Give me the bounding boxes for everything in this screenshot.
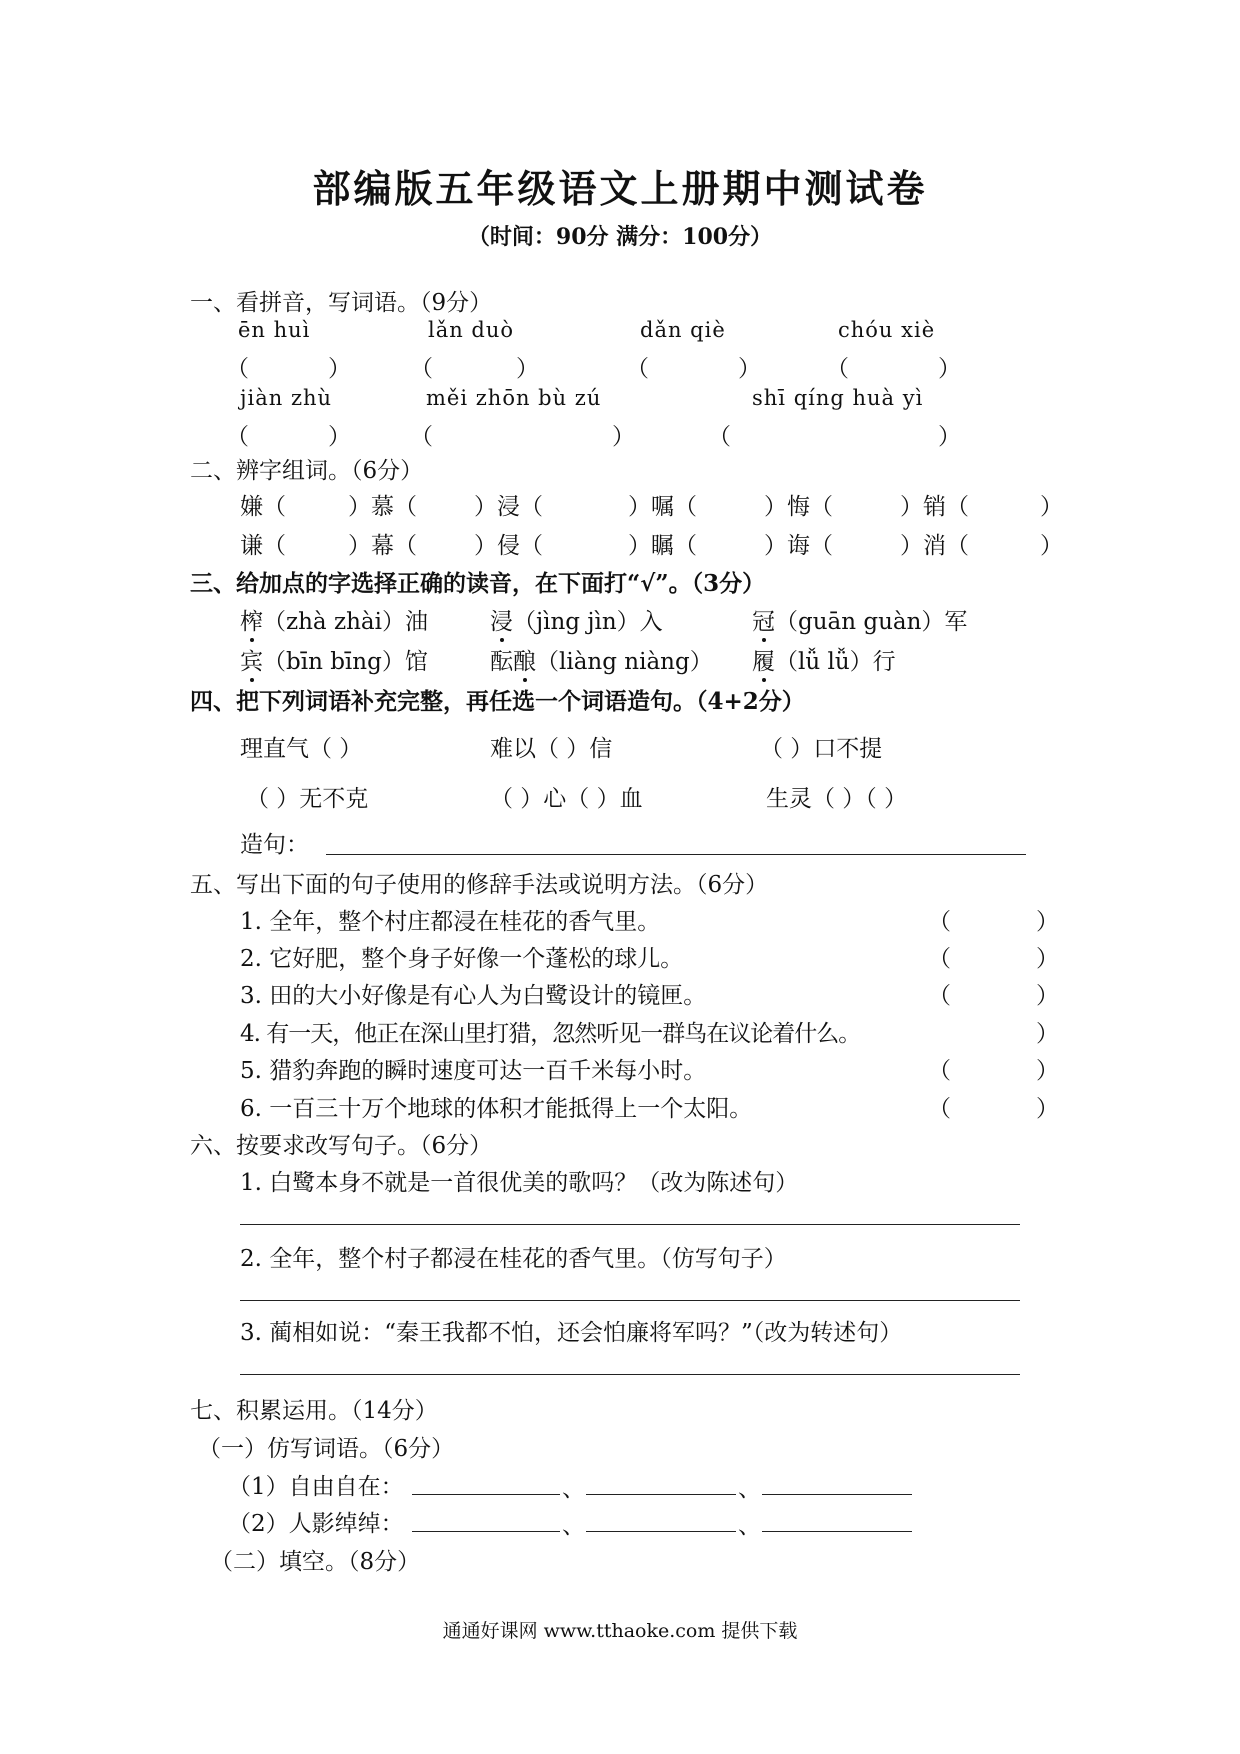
dotted-char: 浸 (490, 603, 513, 636)
answer-bracket-open: （ (410, 424, 433, 450)
pronunciation-item-5: 酝酿（liàng niàng） (490, 643, 713, 676)
answer-bracket-close: ） (1036, 1096, 1059, 1122)
answer-bracket-open: （ (928, 946, 951, 972)
imitate-answer-line[interactable] (586, 1494, 736, 1495)
rewrite-item-2: 2. 全年，整个村子都浸在桂花的香气里。（仿写句子） (240, 1246, 787, 1272)
rewrite-answer-line-2[interactable] (240, 1300, 1020, 1301)
rewrite-item-3: 3. 蔺相如说：“秦王我都不怕，还会怕廉将军吗？”（改为转述句） (240, 1320, 903, 1346)
dotted-char: 酿 (513, 643, 536, 676)
answer-bracket-open: （ (708, 424, 731, 450)
pronunciation-item-4: 宾（bīn bīng）馆 (240, 643, 428, 676)
pinyin-4: chóu xiè (838, 318, 936, 342)
subsection-2-heading: （二）填空。（8分） (210, 1549, 421, 1575)
imitate-answer-line[interactable] (586, 1531, 736, 1532)
answer-bracket-close: ） (1036, 983, 1059, 1009)
char-group-7: 谦（ (240, 533, 286, 559)
answer-bracket-open: （ (928, 1058, 951, 1084)
pinyin-7: shī qíng huà yì (752, 386, 924, 410)
answer-bracket-open: （ (226, 356, 249, 382)
section-1-heading: 一、看拼音，写词语。（9分） (190, 290, 493, 316)
pronunciation-item-2: 浸（jìng jìn）入 (490, 603, 663, 636)
pinyin-5: jiàn zhù (240, 386, 333, 410)
rhetoric-item-1: 1. 全年，整个村庄都浸在桂花的香气里。 (240, 909, 661, 935)
answer-bracket-close: ） (328, 356, 351, 382)
answer-bracket-close: ） (328, 424, 351, 450)
rhetoric-item-4: 4. 有一天，他正在深山里打猎，忽然听见一群鸟在议论着什么。 (240, 1021, 861, 1047)
imitate-item-1-label: （1）自由自在： (228, 1474, 404, 1500)
exam-info: （时间：90分 满分：100分） (467, 224, 773, 250)
sentence-label: 造句： (240, 832, 309, 858)
rewrite-answer-line-3[interactable] (240, 1374, 1020, 1375)
section-4-heading: 四、把下列词语补充完整，再任选一个词语造句。（4+2分） (190, 688, 805, 715)
dotted-char: 宾 (240, 643, 263, 676)
char-group-12: ）消（ (900, 533, 969, 559)
separator: 、 (738, 1476, 761, 1502)
sentence-answer-line[interactable] (326, 854, 1026, 855)
idiom-blank-6: 生灵（ ）（ ） (766, 786, 908, 812)
separator: 、 (738, 1513, 761, 1539)
rhetoric-item-2: 2. 它好肥，整个身子好像一个蓬松的球儿。 (240, 946, 684, 972)
imitate-item-2-label: （2）人影绰绰： (228, 1511, 404, 1537)
pinyin-2: lǎn duò (428, 318, 515, 342)
answer-bracket-close: ） (1036, 946, 1059, 972)
char-group-end: ） (1040, 533, 1063, 559)
pinyin-6: měi zhōn bù zú (426, 386, 602, 410)
section-7-heading: 七、积累运用。（14分） (190, 1398, 438, 1424)
answer-bracket-close: ） (938, 356, 961, 382)
footer-source: 通通好课网 www.tthaoke.com 提供下载 (442, 1620, 798, 1642)
answer-bracket-close: ） (1036, 1021, 1059, 1047)
answer-bracket-open: （ (826, 356, 849, 382)
char-group-4: ）嘱（ (628, 494, 697, 520)
section-5-heading: 五、写出下面的句子使用的修辞手法或说明方法。（6分） (190, 872, 769, 898)
dotted-char: 冠 (752, 603, 775, 636)
dotted-char: 榨 (240, 603, 263, 636)
char-group-5: ）悔（ (764, 494, 833, 520)
answer-bracket-close: ） (1036, 909, 1059, 935)
separator: 、 (562, 1476, 585, 1502)
char-group-1: 嫌（ (240, 494, 286, 520)
separator: 、 (562, 1513, 585, 1539)
imitate-answer-line[interactable] (412, 1531, 560, 1532)
rhetoric-item-6: 6. 一百三十万个地球的体积才能抵得上一个太阳。 (240, 1096, 753, 1122)
section-6-heading: 六、按要求改写句子。（6分） (190, 1133, 493, 1159)
pinyin-1: ēn huì (238, 318, 311, 342)
answer-bracket-close: ） (738, 356, 761, 382)
section-2-heading: 二、辨字组词。（6分） (190, 458, 424, 484)
char-group-3: ）浸（ (474, 494, 543, 520)
idiom-blank-2: 难以（ ）信 (490, 736, 613, 762)
answer-bracket-close: ） (1036, 1058, 1059, 1084)
rewrite-answer-line-1[interactable] (240, 1224, 1020, 1225)
pinyin-3: dǎn qiè (640, 318, 726, 342)
answer-bracket-close: ） (516, 356, 539, 382)
char-group-6: ）销（ (900, 494, 969, 520)
char-group-8: ）幕（ (348, 533, 417, 559)
answer-bracket-close: ） (612, 424, 635, 450)
pronunciation-item-6: 履（lǚ lǚ）行 (752, 643, 896, 676)
idiom-blank-3: （ ）口不提 (760, 736, 883, 762)
answer-bracket-open: （ (226, 424, 249, 450)
rhetoric-item-5: 5. 猎豹奔跑的瞬时速度可达一百千米每小时。 (240, 1058, 707, 1084)
answer-bracket-close: ） (938, 424, 961, 450)
char-group-10: ）瞩（ (628, 533, 697, 559)
imitate-answer-line[interactable] (412, 1494, 560, 1495)
char-group-2: ）慕（ (348, 494, 417, 520)
dotted-char: 履 (752, 643, 775, 676)
imitate-answer-line[interactable] (762, 1494, 912, 1495)
char-group-11: ）诲（ (764, 533, 833, 559)
char-group-end: ） (1040, 494, 1063, 520)
char-group-9: ）侵（ (474, 533, 543, 559)
pronunciation-item-3: 冠（guān guàn）军 (752, 603, 967, 636)
answer-bracket-open: （ (928, 909, 951, 935)
subsection-1-heading: （一）仿写词语。（6分） (198, 1436, 455, 1462)
imitate-answer-line[interactable] (762, 1531, 912, 1532)
answer-bracket-open: （ (928, 983, 951, 1009)
rewrite-item-1: 1. 白鹭本身不就是一首很优美的歌吗？（改为陈述句） (240, 1170, 799, 1196)
answer-bracket-open: （ (626, 356, 649, 382)
page-title: 部编版五年级语文上册期中测试卷 (312, 166, 928, 211)
idiom-blank-1: 理直气（ ） (240, 736, 363, 762)
pronunciation-item-1: 榨（zhà zhài）油 (240, 603, 428, 636)
answer-bracket-open: （ (928, 1096, 951, 1122)
section-3-heading: 三、给加点的字选择正确的读音，在下面打“√”。（3分） (190, 570, 766, 597)
idiom-blank-4: （ ）无不克 (246, 786, 369, 812)
answer-bracket-open: （ (410, 356, 433, 382)
idiom-blank-5: （ ）心（ ）血 (490, 786, 643, 812)
rhetoric-item-3: 3. 田的大小好像是有心人为白鹭设计的镜匣。 (240, 983, 707, 1009)
